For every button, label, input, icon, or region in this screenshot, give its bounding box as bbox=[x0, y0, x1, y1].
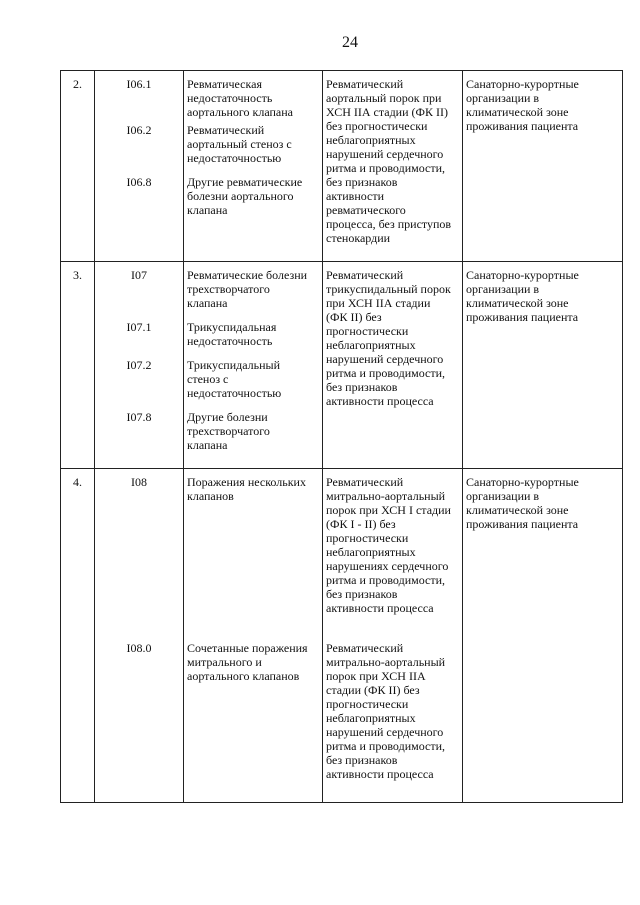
icd-code: I08.0 bbox=[126, 641, 152, 655]
model-cell bbox=[323, 71, 463, 262]
diagnosis-text: Ревматические болезни трехстворчатого клапана bbox=[187, 268, 308, 310]
row-number: 3. bbox=[61, 262, 95, 469]
code-cell bbox=[95, 262, 184, 469]
model-cell bbox=[323, 469, 463, 803]
diagnosis-text: Другие ревматические болезни аортального клапана bbox=[187, 175, 303, 217]
organization-text: Санаторно-курортные организации в климатической зоне проживания пациента bbox=[466, 475, 579, 531]
diagnosis-text: Ревматическая недостаточность аортального клапана bbox=[187, 77, 293, 119]
organization-cell bbox=[463, 469, 623, 803]
diagnosis-cell bbox=[184, 71, 323, 262]
diagnosis-cell bbox=[184, 262, 323, 469]
patient-model-text: Ревматический митрально-аортальный порок при ХСН IIА стадии (ФК II) без прогностически неблагоприятных нарушений сердечного ритма и проводимости, без признаков активности процесса bbox=[326, 641, 446, 781]
code-cell bbox=[95, 469, 184, 803]
code-cell bbox=[95, 71, 184, 262]
organization-cell bbox=[463, 262, 623, 469]
icd-code: I06.2 bbox=[126, 123, 152, 137]
model-cell bbox=[323, 262, 463, 469]
icd-code: I08 bbox=[131, 475, 147, 489]
diagnosis-text: Сочетанные поражения митрального и аортального клапанов bbox=[187, 641, 308, 683]
patient-model-text: Ревматический митрально-аортальный порок при ХСН I стадии (ФК I - II) без прогностически неблагоприятных нарушениях сердечного ритма и проводимости, без признаков активности процесса bbox=[326, 475, 451, 615]
organization-text: Санаторно-курортные организации в климатической зоне проживания пациента bbox=[466, 77, 579, 133]
icd-code: I07.8 bbox=[126, 410, 152, 424]
treatment-table bbox=[60, 70, 623, 803]
patient-model-text: Ревматический аортальный порок при ХСН IIА стадии (ФК II) без прогностически неблагоприятных нарушений сердечного ритма и проводимости, без признаков активности ревматического процесса, без приступов стенокардии bbox=[326, 77, 452, 245]
icd-code: I07 bbox=[131, 268, 147, 282]
icd-code: I06.8 bbox=[126, 175, 152, 189]
row-number: 4. bbox=[61, 469, 95, 803]
page-number: 24 bbox=[342, 34, 358, 51]
diagnosis-text: Ревматический аортальный стеноз с недостаточностью bbox=[187, 123, 292, 165]
table-row bbox=[61, 469, 623, 803]
organization-cell bbox=[463, 71, 623, 262]
diagnosis-cell bbox=[184, 469, 323, 803]
table-row bbox=[61, 262, 623, 469]
table-row bbox=[61, 71, 623, 262]
patient-model-text: Ревматический трикуспидальный порок при ХСН IIА стадии (ФК II) без прогностически неблагоприятных нарушений сердечного ритма и проводимости, без признаков активности процесса bbox=[326, 268, 451, 408]
diagnosis-text: Другие болезни трехстворчатого клапана bbox=[187, 410, 270, 452]
organization-text: Санаторно-курортные организации в климатической зоне проживания пациента bbox=[466, 268, 579, 324]
row-number: 2. bbox=[61, 71, 95, 262]
icd-code: I06.1 bbox=[126, 77, 152, 91]
diagnosis-text: Трикуспидальный стеноз с недостаточностью bbox=[187, 358, 282, 400]
icd-code: I07.1 bbox=[126, 320, 152, 334]
diagnosis-text: Поражения нескольких клапанов bbox=[187, 475, 306, 503]
icd-code: I07.2 bbox=[126, 358, 152, 372]
diagnosis-text: Трикуспидальная недостаточность bbox=[187, 320, 277, 348]
